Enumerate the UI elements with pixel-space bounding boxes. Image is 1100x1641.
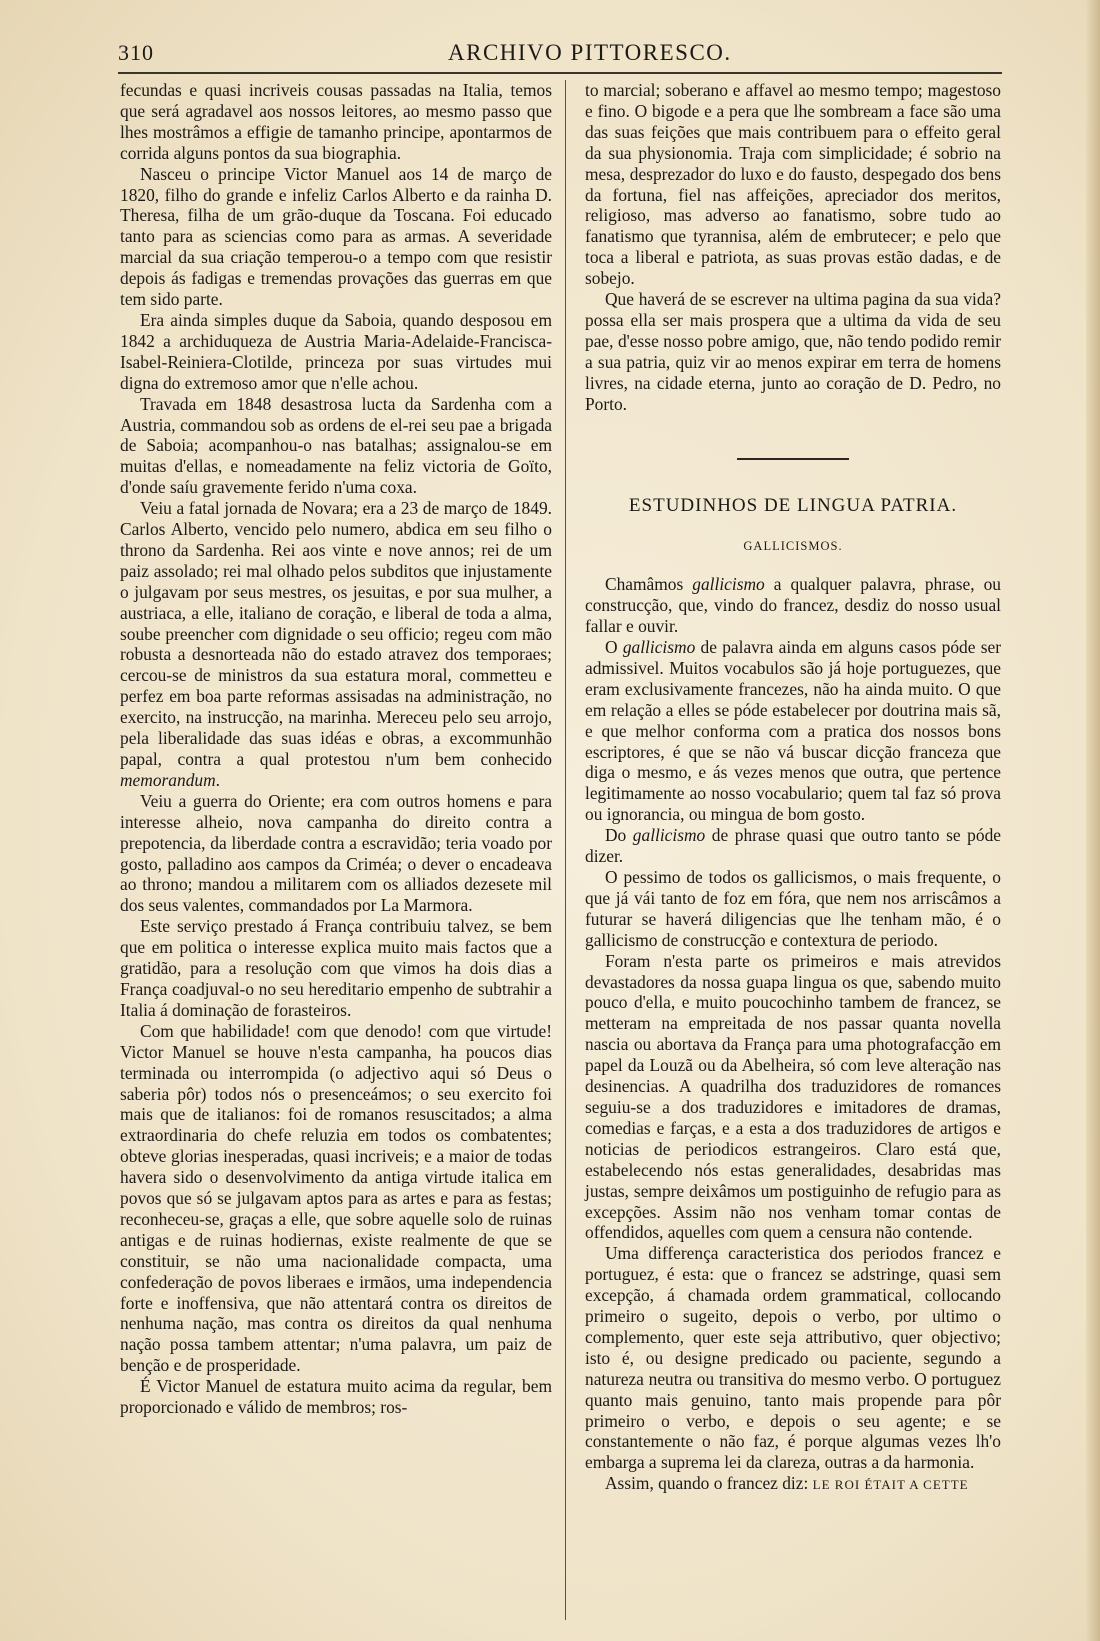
paragraph: fecundas e quasi incriveis cousas passadas na Italia, temos que será agradavel aos nossos leitores, ao mesmo passo que lhes mostrâmos a effigie de tamanho principe, apontarmos de corrida alguns pontos da sua biographia. [120,80,552,163]
paragraph [120,498,552,791]
paragraph [585,574,1001,637]
paragraph-text: Chamâmos [605,574,693,595]
small-caps-text: LE ROI ÉTAIT A CETTE [812,1477,969,1493]
paragraph: Travada em 1848 desastrosa lucta da Sardenha com a Austria, commandou sob as ordens de el-rei seu pae a brigada de Saboia; acompanhou-o nas batalhas; assignalou-se em muitas d'ellas, e nomeadamente na feliz victoria de Goïto, d'onde saíu gravemente ferido n'uma coxa. [120,393,552,498]
section-rule [737,458,849,460]
paragraph-text: de phrase quasi que outro tanto se póde dizer. [585,825,1001,867]
paragraph: Com que habilidade! com que denodo! com que virtude! Victor Manuel se houve n'esta campanha, ha poucos dias terminada ou interrompida (o adjectivo aqui só Deus o saberia pôr) todos nós o presenceámos; o seu exercito foi mais que de italianos: foi de romanos resuscitados; a alma extraordinaria do chefe reluzia em todos os combatentes; obteve glorias inesperadas, quasi incriveis; e a maior de todas havera sido o desenvolvimento da antiga virtude italica em povos que só se julgavam aptos para as artes e para as festas; reconheceu-se, graças a elle, que sobre aquelle solo de ruinas antigas e de ruinas hodiernas, existe realmente de que se constituir, se não uma nacionalidade compacta, uma confederação de povos liberaes e irmãos, uma independencia forte e inoffensiva, que não attentará contra os direitos de nenhuma nação, mas contra os direitos da qual nenhuma nação possa tambem attentar; n'uma palavra, um paiz de benção e de prosperidade. [120,1020,552,1376]
paragraph: É Victor Manuel de estatura muito acima da regular, bem proporcionado e válido de membros; ros- [120,1376,552,1418]
running-title: ARCHIVO PITTORESCO. [448,40,732,65]
paragraph: Uma differença caracteristica dos periodos francez e portuguez, é esta: que o francez se adstringe, quasi sem excepção, á chamada ordem grammatical, collocando primeiro o sugeito, depois o verbo, por ultimo o complemento, quer este seja attributivo, quer objectivo; isto é, ou designe predicado ou paciente, segundo a natureza neutra ou transitiva do mesmo verbo. O portuguez quanto mais genuino, tanto mais propende para pôr primeiro o verbo, e depois o seu agente; e se constantemente o não faz, é porque algumas vezes lh'o embarga a suprema lei da clareza, outras a da harmonia. [585,1243,1001,1473]
page-number: 310 [118,40,154,65]
paragraph: Este serviço prestado á França contribuiu talvez, se bem que em politica o interesse explica muito mais factos que a gratidão, para a resolução com que vimos ha dois dias a França coadjuval-o no seu hereditario empenho de subtrahir a Italia á dominação de forasteiros. [120,916,552,1020]
paragraph-text: Do [605,825,633,846]
paragraph-text: Assim, quando o francez diz: [605,1473,813,1494]
paragraph: Veiu a guerra do Oriente; era com outros homens e para interesse alheio, nova campanha do direito contra a prepotencia, da liberdade contra a escravidão; teria voado por gosto, palladino aos campos da Criméa; o dever o encadeava ao throno; mandou a militarem com os alliados dezesete mil dos seus valentes, commandados por La Marmora. [120,790,552,916]
section-subtitle: GALLICISMOS. [743,539,843,554]
page-header [118,40,1000,74]
paragraph: Era ainda simples duque da Saboia, quando desposou em 1842 a archiduqueza de Austria Maria-Adelaide-Francisca-Isabel-Reiniera-Clotilde, princeza por suas virtudes mui digna do extremoso amor que n'elle achou. [120,309,552,393]
italic-term: memorandum [120,769,216,790]
header-rule [118,72,1002,74]
paragraph: to marcial; soberano e affavel ao mesmo tempo; magestoso e fino. O bigode e a pera que lhe sombream a face são uma das suas feições que mais contribuem para o effeito geral da sua physionomia. Traja com simplicidade; é sobrio na mesa, desprezador do luxo e do fausto, despegado dos bens da fortuna, fiel nas affeições, apreciador dos meritos, religioso, mas adverso ao fanatismo, sobre tudo ao fanatismo que tyrannisa, além de embrutecer; e pelo que toca a liberal e patriota, as suas provas estão dadas, e de sobejo. [585,80,1001,289]
column-divider [565,80,566,1620]
right-column [585,80,1001,1496]
paragraph: Que haverá de se escrever na ultima pagina da sua vida? possa ella ser mais prospera que a ultima da vida de seu pae, d'esse nosso pobre amigo, que, não tendo podido remir a sua patria, quiz vir ao menos expirar em terra de homens livres, na cidade eterna, junto ao coração de D. Pedro, no Porto. [585,289,1001,414]
italic-term: gallicismo [692,574,765,595]
paragraph [585,637,1001,825]
paragraph-text: . [215,769,220,790]
italic-term: gallicismo [632,825,706,846]
section-title: ESTUDINHOS DE LINGUA PATRIA. [628,494,958,516]
paragraph: O pessimo de todos os gallicismos, o mais frequente, o que já vái tanto de foz em fóra, que nem nos arriscâmos a futurar se haverá diligencias que lhe tenham mão, é o gallicismo de construcção e contextura de periodo. [585,867,1001,950]
paragraph [585,825,1001,867]
paragraph-text: O [605,637,623,658]
paragraph: Nasceu o principe Victor Manuel aos 14 de março de 1820, filho do grande e infeliz Carlos Alberto e da rainha D. Theresa, filha de um grão-duque da Toscana. Foi educado tanto para as sciencias como para as armas. A severidade marcial da sua criação temperou-o a tempo com que resistir depois ás fadigas e tremendas provações das guerras em que tem sido parte. [120,163,552,310]
left-column [120,80,552,1418]
paragraph-text: a qualquer palavra, phrase, ou construcção, que, vindo do francez, desdiz do nosso usual fallar e ouvir. [585,574,1001,637]
paragraph-text: Veiu a fatal jornada de Novara; era a 23 de março de 1849. Carlos Alberto, vencido pelo numero, abdica em seu filho o throno da Sardenha. Rei aos vinte e nove annos; rei de um paiz assolado; rei mal olhado pelos subditos que injustamente o julgavam por seus mestres, os jesuitas, e por sua mulher, a austriaca, a elle, italiano de coração, e liberal de toda a alma, soube preencher com dignidade o seu officio; regeu com mão robusta a desnorteada não do estado atravez dos temporaes; cercou-se de ministros da sua estatura moral, commetteu e perfez em boa parte reformas assisadas na administração, no exercito, na instrucção, na marinha. Mereceu pelo seu arrojo, pela liberalidade das suas idéas e obras, a excommunhão papal, contra a qual protestou n'um bem conhecido [120,498,552,769]
paragraph-text: de palavra ainda em alguns casos póde ser admissivel. Muitos vocabulos são já hoje portuguezes, que eram exclusivamente francezes, não ha ainda muito. O que em relação a elles se póde estabelecer por doutrina mais sã, e que melhor conforma com a pratica dos nossos bons escriptores, é que se não vá buscar dicção franceza que diga o mesmo, e ás vezes menos que outra, que pertence legitimamente ao nosso vocabulario; quem tal faz só prova ou ignorancia, ou mingua de bom gosto. [585,637,1001,825]
paragraph: Foram n'esta parte os primeiros e mais atrevidos devastadores da nossa guapa lingua os que, sabendo muito pouco d'ella, e muito poucochinho tambem de francez, se metteram na empreitada de nos passar quanta novella nascia ou abortava da França para uma photografacção em papel da Louzã ou da Abelheira, só com leve alteração nas desinencias. A quadrilha dos traduzidores de romances seguiu-se a dos traduzidores e imitadores de dramas, comedias e farças, e a esta a dos traduzidores de artigos e noticias de periodicos estrangeiros. Claro está que, estabelecendo nós estas generalidades, desabridas mas justas, sempre deixâmos um postiguinho de refugio para as excepções. Assim não nos venham tomar contas de offendidos, aquelles com quem a censura não contende. [585,950,1001,1243]
italic-term: gallicismo [622,637,696,658]
page-edge [1086,0,1100,1641]
paragraph [585,1473,1001,1496]
